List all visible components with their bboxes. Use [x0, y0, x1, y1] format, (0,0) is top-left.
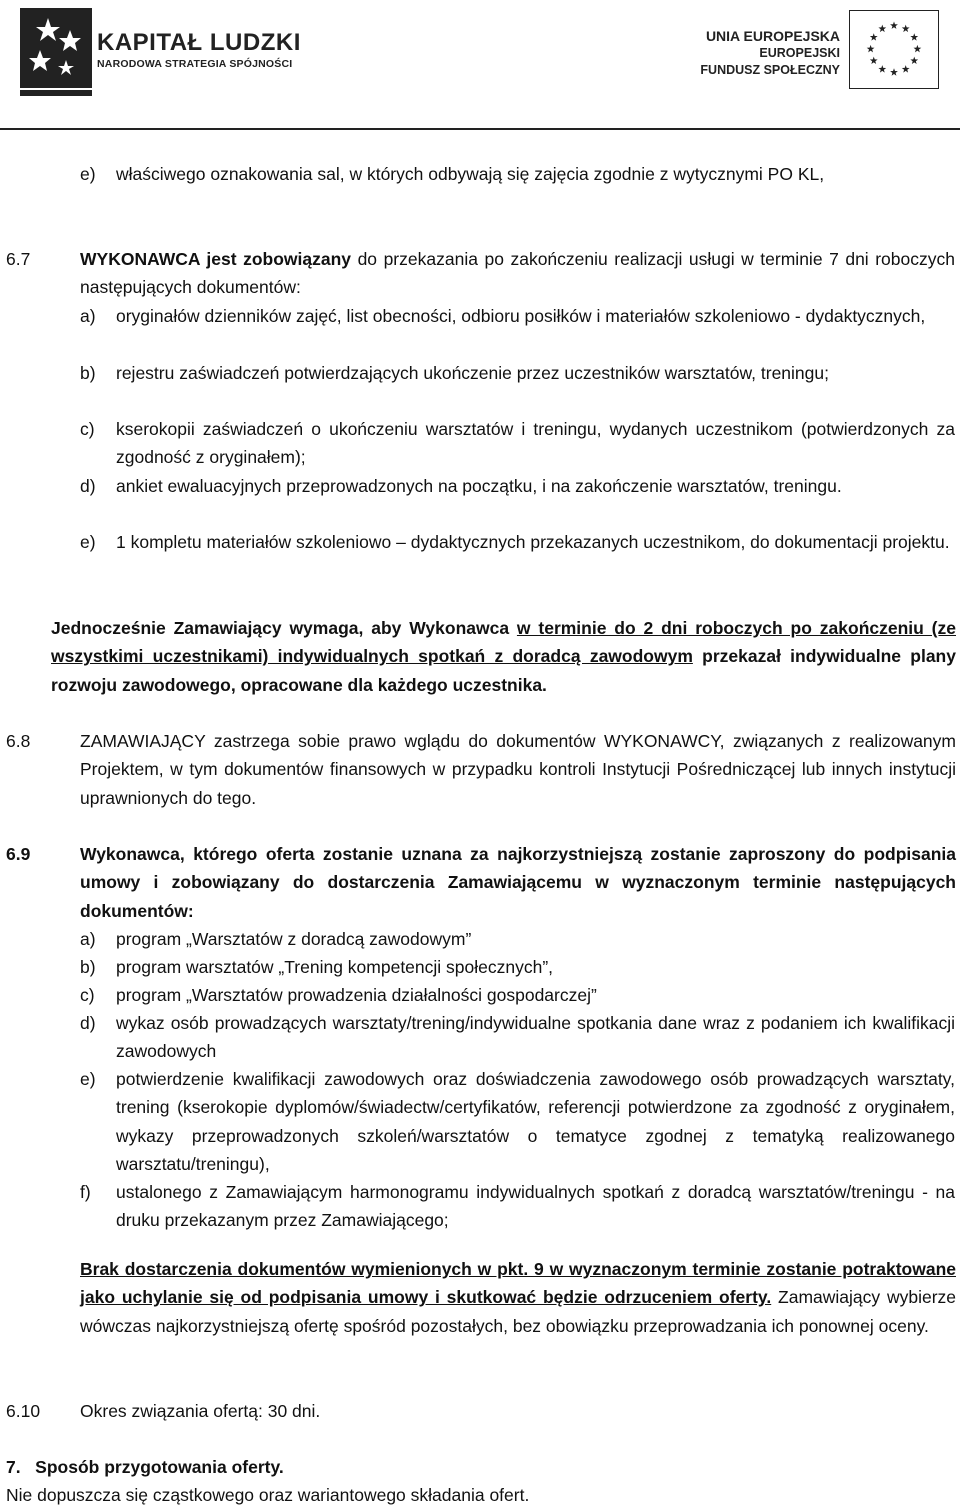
- right-logo-line1: UNIA EUROPEJSKA: [705, 28, 840, 44]
- list-item-text: wykaz osób prowadzących warsztaty/trening/indywidualne spotkania dane wraz z podaniem ich kwalifikacji zawodowych: [116, 1013, 955, 1062]
- list-item-text: oryginałów dzienników zajęć, list obecności, odbioru posiłków i materiałów szkoleniowo - dydaktycznych,: [116, 306, 926, 326]
- section-6-10-text: Okres związania ofertą: 30 dni.: [80, 1401, 321, 1421]
- list-item-label: e): [80, 532, 96, 552]
- left-logo-title: KAPITAŁ LUDZKI: [97, 29, 301, 56]
- section-6-7-lead: [80, 245, 955, 302]
- right-logo-line2: EUROPEJSKI: [759, 46, 840, 60]
- section-6-9-number: 6.9: [6, 844, 31, 864]
- warning-bold: Brak dostarczenia dokumentów wymienionych w pkt. 9 w wyznaczonym terminie zostanie potraktowane jako uchylanie się od podpisania umowy i skutkować będzie odrzuceniem oferty.: [80, 1259, 956, 1308]
- list-item-text: rejestru zaświadczeń potwierdzających ukończenie przez uczestników warsztatów, treningu;: [116, 363, 829, 383]
- warning-rest: Zamawiający wybierze wówczas najkorzystniejszą ofertę spośród pozostałych, bez obowiązku przeprowadzania ich ponownej oceny.: [80, 1287, 956, 1336]
- eu-star-icon: [867, 45, 875, 52]
- note-part1: Jednocześnie Zamawiający wymaga, aby Wykonawca: [51, 618, 517, 638]
- section-6-10-number: 6.10: [6, 1401, 41, 1421]
- page-header: [0, 0, 960, 130]
- eu-star-icon: [910, 57, 918, 64]
- list-item-label: f): [80, 1182, 91, 1202]
- section-6-8-text: ZAMAWIAJĄCY zastrzega sobie prawo wglądu do dokumentów WYKONAWCY, związanych z realizowanym Projektem, w tym dokumentów finansowych w przypadku kontroli Instytucji Pośredniczącej lub innych instytucji uprawnionych do tego.: [80, 731, 956, 808]
- kapital-ludzki-logo-icon: [20, 8, 92, 98]
- list-item-label: b): [80, 957, 96, 977]
- list-item-label: b): [80, 363, 96, 383]
- list-item-label: d): [80, 1013, 96, 1033]
- eu-star-icon: [870, 33, 878, 40]
- list-item-label: e): [80, 1069, 96, 1089]
- eu-star-icon: [878, 25, 886, 32]
- left-logo-subtitle: NARODOWA STRATEGIA SPÓJNOŚCI: [97, 58, 293, 70]
- section-7-heading: 7. Sposób przygotowania oferty.: [6, 1457, 284, 1477]
- section-7-text: Nie dopuszcza się cząstkowego oraz wariantowego składania ofert.: [6, 1485, 530, 1505]
- intro-text: właściwego oznakowania sal, w których odbywają się zajęcia zgodnie z wytycznymi PO KL,: [116, 164, 825, 184]
- section-6-7-lead-bold: WYKONAWCA jest zobowiązany: [80, 249, 352, 269]
- right-logo-line3: FUNDUSZ SPOŁECZNY: [700, 63, 840, 77]
- eu-star-icon: [910, 33, 918, 40]
- list-item-text: potwierdzenie kwalifikacji zawodowych oraz doświadczenia zawodowego osób prowadzących warsztaty, trening (kserokopie dyplomów/świadectw/certyfikatów, referencji potwierdzone za zgodność z oryginałem, wykazy przeprowadzonych szkoleń/warsztatów o tematyce zgodnej z tematyką realizowanego warsztatu/treningu),: [116, 1069, 955, 1174]
- list-item-text: ustalonego z Zamawiającym harmonogramu indywidualnych spotkań z doradcą warsztatów/treningu - na druku przekazanym przez Zamawiającego;: [116, 1182, 955, 1231]
- list-item-text: ankiet ewaluacyjnych przeprowadzonych na początku, i na zakończenie warsztatów, treningu.: [116, 476, 842, 496]
- section-6-7-number: 6.7: [6, 249, 31, 269]
- list-item-label: a): [80, 306, 96, 326]
- eu-star-icon: [870, 57, 878, 64]
- list-item-text: program „Warsztatów prowadzenia działalności gospodarczej”: [116, 985, 597, 1005]
- eu-flag-icon: [849, 10, 939, 89]
- list-item-text: kserokopii zaświadczeń o ukończeniu warsztatów i treningu, wydanych uczestnikom (potwierdzonych za zgodność z oryginałem);: [116, 419, 955, 468]
- eu-star-icon: [902, 25, 910, 32]
- section-6-9-lead: Wykonawca, którego oferta zostanie uznana za najkorzystniejszą zostanie zaproszony do podpisania umowy i zobowiązany do dostarczenia Zamawiającemu w wyznaczonym terminie następujących dokumentów:: [80, 844, 956, 921]
- section-6-9-warning: [80, 1255, 956, 1340]
- note-part2: przekazał indywidualne plany rozwoju zawodowego, opracowane dla każdego uczestnika.: [51, 646, 956, 695]
- eu-star-icon: [890, 22, 898, 29]
- eu-star-icon: [902, 65, 910, 72]
- list-item-label: d): [80, 476, 96, 496]
- note-underlined: w terminie do 2 dni roboczych po zakończeniu (ze wszystkimi uczestnikami) indywidualnych spotkań z doradcą zawodowym: [51, 618, 956, 667]
- kapital-ludzki-wordmark: [97, 30, 301, 70]
- section-6-7-lead-rest: do przekazania po zakończeniu realizacji usługi w terminie 7 dni roboczych następujących dokumentów:: [80, 249, 955, 298]
- list-item-text: program „Warsztatów z doradcą zawodowym”: [116, 929, 472, 949]
- list-item-text: 1 kompletu materiałów szkoleniowo – dydaktycznych przekazanych uczestnikom, do dokumentacji projektu.: [116, 532, 950, 552]
- ue-wordmark: [700, 28, 840, 79]
- list-item-label: c): [80, 419, 95, 439]
- section-6-8-number: 6.8: [6, 731, 31, 751]
- header-divider: [0, 128, 960, 130]
- intro-label: e): [80, 164, 96, 184]
- list-item-text: program warsztatów „Trening kompetencji społecznych”,: [116, 957, 554, 977]
- list-item-label: a): [80, 929, 96, 949]
- eu-star-icon: [914, 45, 922, 52]
- section-6-7-note: [51, 614, 956, 699]
- eu-star-icon: [890, 68, 898, 75]
- eu-star-icon: [878, 65, 886, 72]
- list-item-label: c): [80, 985, 95, 1005]
